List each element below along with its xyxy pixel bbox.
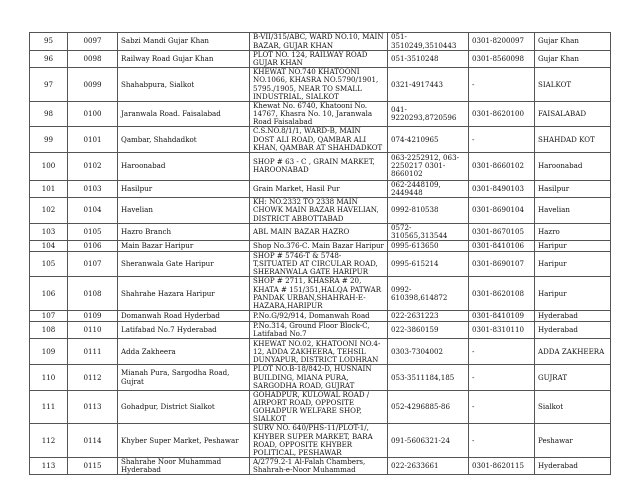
table-row [30, 424, 611, 458]
table-row [30, 101, 611, 126]
branch-name: Shahabpura, Sialkot [118, 68, 250, 102]
branch-city: Sialkot [535, 390, 611, 424]
branch-code: 0112 [68, 365, 118, 390]
branch-serial-number: 104 [30, 240, 68, 251]
branch-name: Sabzi Mandi Gujar Khan [118, 33, 250, 51]
table-row [30, 152, 611, 180]
branch-serial-number: 96 [30, 51, 68, 68]
branch-city: FAISALABAD [535, 101, 611, 126]
branch-name: Railway Road Gujar Khan [118, 51, 250, 68]
branch-mobile: 0301-8310110 [469, 322, 535, 339]
branch-mobile: - [469, 68, 535, 102]
branch-address: Khewat No. 6740, Khatooni No. 14767, Khasra No. 10, Jaranwala Road Faisalabad [250, 101, 388, 126]
table-row [30, 33, 611, 51]
branch-address: KH: NO.2332 TO 2338 MAIN CHOWK MAIN BAZAR HAVELIAN, DISTRICT ABBOTTABAD [250, 198, 388, 223]
branch-mobile: 0301-8660102 [469, 152, 535, 180]
table-row [30, 51, 611, 68]
branch-phone: 0995-615214 [388, 251, 469, 276]
branch-city: Hasilpur [535, 180, 611, 197]
branch-address: PLOT NO. 124, RAILWAY ROAD GUJAR KHAN [250, 51, 388, 68]
branch-code: 0109 [68, 311, 118, 322]
branch-serial-number: 106 [30, 277, 68, 311]
branch-name: Jaranwala Road. Faisalabad [118, 101, 250, 126]
branch-phone: 022-2631223 [388, 311, 469, 322]
branch-name: Khyber Super Market, Peshawar [118, 424, 250, 458]
branch-mobile: 0301-8490103 [469, 180, 535, 197]
branch-table-body [30, 33, 611, 475]
branch-phone: 0992-610398,614872 [388, 277, 469, 311]
branch-serial-number: 108 [30, 322, 68, 339]
branch-code: 0111 [68, 339, 118, 365]
branch-list-page [29, 32, 610, 475]
branch-code: 0106 [68, 240, 118, 251]
branch-city: SHAHDAD KOT [535, 127, 611, 152]
branch-phone: 0321-4917443 [388, 68, 469, 102]
branch-mobile: 0301-8690104 [469, 198, 535, 223]
branch-phone: 091-5606321-24 [388, 424, 469, 458]
branch-city: Gujar Khan [535, 51, 611, 68]
branch-address: Grain Market, Hasil Pur [250, 180, 388, 197]
table-row [30, 198, 611, 223]
table-row [30, 240, 611, 251]
branch-address: Shop No.376-C. Main Bazar Haripur [250, 240, 388, 251]
branch-phone: 051-3510249,3510443 [388, 33, 469, 51]
branch-serial-number: 107 [30, 311, 68, 322]
branch-serial-number: 103 [30, 223, 68, 240]
branch-name: Latifabad No.7 Hyderabad [118, 322, 250, 339]
branch-name: Hazro Branch [118, 223, 250, 240]
branch-mobile: 0301-8620108 [469, 277, 535, 311]
branch-phone: 063-2252912, 063-2250217 0301-8660102 [388, 152, 469, 180]
branch-mobile: 0301-8410109 [469, 311, 535, 322]
branch-mobile: - [469, 390, 535, 424]
table-row [30, 127, 611, 152]
branch-name: Shahrahe Noor Muhammad Hyderabad [118, 458, 250, 475]
branch-address: PLOT NO.B-18/842-D, HUSNAIN BUILDING, MIANA PURA, SARGODHA ROAD, GUJRAT [250, 365, 388, 390]
branch-serial-number: 100 [30, 152, 68, 180]
table-row [30, 180, 611, 197]
branch-address: P.No.G/92/914, Domanwah Road [250, 311, 388, 322]
table-row [30, 339, 611, 365]
branch-mobile: 0301-8200097 [469, 33, 535, 51]
branch-address: SHOP # 5746-T & 5748-T,SITUATED AT CIRCULAR ROAD, SHERANWALA GATE HARIPUR [250, 251, 388, 276]
branch-name: Sheranwala Gate Haripur [118, 251, 250, 276]
branch-city: Hyderabad [535, 322, 611, 339]
branch-name: Havelian [118, 198, 250, 223]
table-row [30, 277, 611, 311]
branch-serial-number: 111 [30, 390, 68, 424]
branch-phone: 0992-810538 [388, 198, 469, 223]
branch-address: KHEWAT NO.740 KHATOONI NO.1066, KHASRA NO.5790/1901, 5795./1905, NEAR TO SMALL INDUSTRIAL, SIALKOT [250, 68, 388, 102]
branch-city: Haripur [535, 277, 611, 311]
branch-city: Havelian [535, 198, 611, 223]
branch-phone: 022-3860159 [388, 322, 469, 339]
table-row [30, 322, 611, 339]
branch-serial-number: 101 [30, 180, 68, 197]
table-row [30, 365, 611, 390]
branch-code: 0107 [68, 251, 118, 276]
branch-address: SHOP # 2711, KHASRA # 20, KHATA # 151/351,HALQA PATWAR PANDAK URBAN,SHAHRAH-E-HAZARA,HARIPUR [250, 277, 388, 311]
branch-city: SIALKOT [535, 68, 611, 102]
branch-name: Adda Zakheera [118, 339, 250, 365]
branch-phone: 052-4296885-86 [388, 390, 469, 424]
table-row [30, 390, 611, 424]
branch-city: Hyderabad [535, 311, 611, 322]
branch-address: KHEWAT NO.02, KHATOONI NO.4-12, ADDA ZAKHEERA, TEHSIL DUNYAPUR, DISTRICT LODHRAN [250, 339, 388, 365]
branch-serial-number: 99 [30, 127, 68, 152]
branch-mobile: 0301-8410106 [469, 240, 535, 251]
branch-name: Gohadpur, District Sialkot [118, 390, 250, 424]
branch-phone: 0572-310565,313544 [388, 223, 469, 240]
branch-code: 0101 [68, 127, 118, 152]
branch-mobile: 0301-8690107 [469, 251, 535, 276]
branch-serial-number: 105 [30, 251, 68, 276]
branch-serial-number: 98 [30, 101, 68, 126]
branch-phone: 053-3511184,185 [388, 365, 469, 390]
branch-address: P.No.314, Ground Floor Block-C, Latifabad No.7 [250, 322, 388, 339]
table-row [30, 223, 611, 240]
branch-serial-number: 97 [30, 68, 68, 102]
table-row [30, 311, 611, 322]
branch-code: 0103 [68, 180, 118, 197]
table-row [30, 458, 611, 475]
branch-mobile: 0301-8670105 [469, 223, 535, 240]
branch-mobile: 0301-8620115 [469, 458, 535, 475]
branch-code: 0108 [68, 277, 118, 311]
branch-city: ADDA ZAKHEERA [535, 339, 611, 365]
branch-code: 0098 [68, 51, 118, 68]
branch-mobile: - [469, 127, 535, 152]
branch-mobile: - [469, 365, 535, 390]
branch-mobile: 0301-8620100 [469, 101, 535, 126]
branch-phone: 0995-613650 [388, 240, 469, 251]
branch-city: Haripur [535, 251, 611, 276]
branch-code: 0113 [68, 390, 118, 424]
branch-city: Hyderabad [535, 458, 611, 475]
branch-serial-number: 95 [30, 33, 68, 51]
branch-address: B-VII/315/ABC, WARD NO.10, MAIN BAZAR, GUJAR KHAN [250, 33, 388, 51]
branch-address: SHOP # 63 - C , GRAIN MARKET, HAROONABAD [250, 152, 388, 180]
branch-serial-number: 109 [30, 339, 68, 365]
branch-code: 0115 [68, 458, 118, 475]
branch-code: 0105 [68, 223, 118, 240]
branch-code: 0104 [68, 198, 118, 223]
branch-phone: 041-9220293,8720596 [388, 101, 469, 126]
branch-address: ABL MAIN BAZAR HAZRO [250, 223, 388, 240]
branch-name: Hasilpur [118, 180, 250, 197]
branch-serial-number: 112 [30, 424, 68, 458]
table-row [30, 251, 611, 276]
branch-city: Hazro [535, 223, 611, 240]
branch-name: Main Bazar Haripur [118, 240, 250, 251]
branch-city: Peshawar [535, 424, 611, 458]
branch-name: Mianah Pura, Sargodha Road, Gujrat [118, 365, 250, 390]
branch-mobile: - [469, 424, 535, 458]
branch-name: Domanwah Road Hyderbad [118, 311, 250, 322]
branch-mobile: - [469, 339, 535, 365]
branch-phone: 074-4210965 [388, 127, 469, 152]
branch-serial-number: 110 [30, 365, 68, 390]
branch-phone: 022-2633661 [388, 458, 469, 475]
branch-code: 0114 [68, 424, 118, 458]
branch-table [29, 32, 611, 475]
table-row [30, 68, 611, 102]
branch-code: 0100 [68, 101, 118, 126]
branch-name: Haroonabad [118, 152, 250, 180]
branch-phone: 062-2448109, 2449448 [388, 180, 469, 197]
branch-phone: 0303-7304002 [388, 339, 469, 365]
branch-name: Qambar, Shahdadkot [118, 127, 250, 152]
branch-phone: 051-3510248 [388, 51, 469, 68]
branch-city: GUJRAT [535, 365, 611, 390]
branch-address: GOHADPUR, KULOWAL ROAD / AIRPORT ROAD, OPPOSITE GOHADPUR WELFARE SHOP, SIALKOT [250, 390, 388, 424]
branch-mobile: 0301-8560098 [469, 51, 535, 68]
branch-address: C.S.NO.8/1/1, WARD-B, MAIN DOST ALI ROAD, QAMBAR ALI KHAN, QAMBAR AT SHAHDADKOT [250, 127, 388, 152]
branch-code: 0097 [68, 33, 118, 51]
branch-address: A/2779.2-1 Al-Falah Chambers, Shahrah-e-Noor Muhammad [250, 458, 388, 475]
branch-address: SURV NO. 640/PHS-11/PLOT-1/, KHYBER SUPER MARKET, BARA ROAD, OPPOSITE KHYBER POLITICAL, PESHAWAR [250, 424, 388, 458]
branch-city: Haripur [535, 240, 611, 251]
branch-city: Gujar Khan [535, 33, 611, 51]
branch-serial-number: 102 [30, 198, 68, 223]
branch-code: 0102 [68, 152, 118, 180]
branch-code: 0110 [68, 322, 118, 339]
branch-serial-number: 113 [30, 458, 68, 475]
branch-city: Haroonabad [535, 152, 611, 180]
branch-name: Shahrahe Hazara Haripur [118, 277, 250, 311]
branch-code: 0099 [68, 68, 118, 102]
